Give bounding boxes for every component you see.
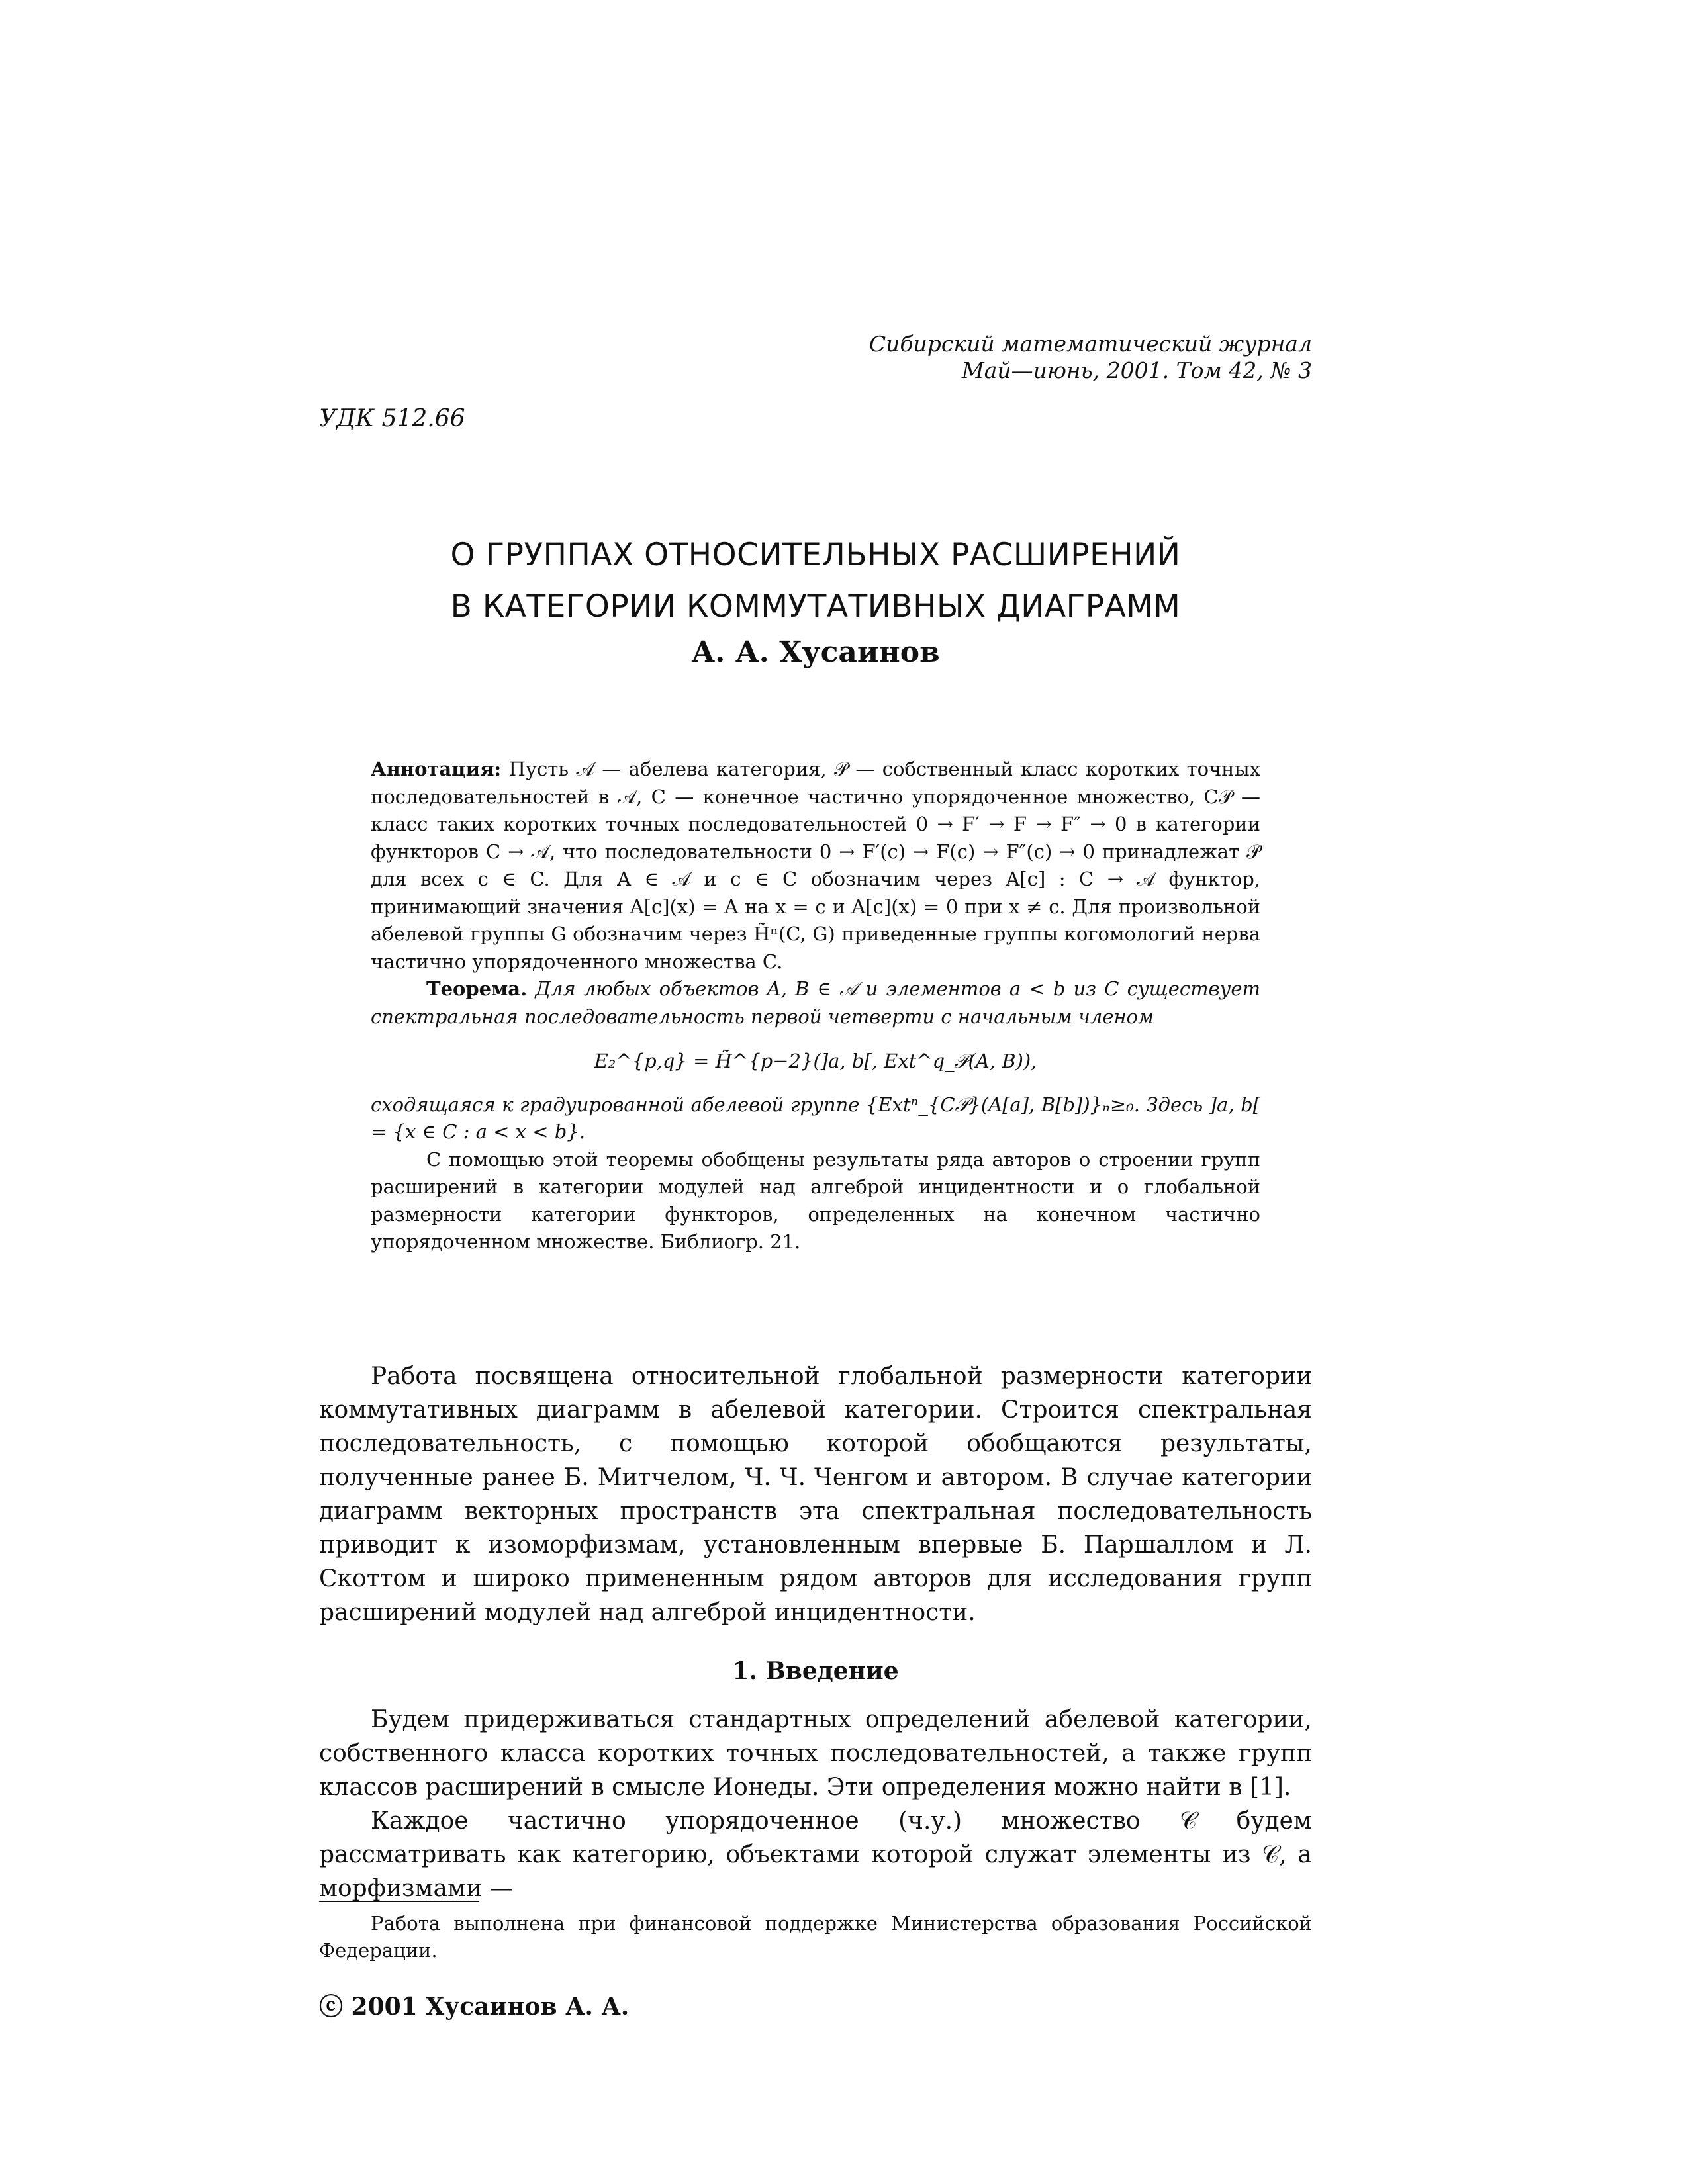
abstract-paragraph xyxy=(371,756,1260,976)
main-text xyxy=(319,1359,1312,1905)
theorem-text: Для любых объектов A, B ∈ 𝒜 и элементов a < b из C существует спектральная последовательность первой четверти с начальным членом xyxy=(371,978,1261,1028)
journal-issue: Май—июнь, 2001. Том 42, № 3 xyxy=(961,357,1312,383)
journal-header xyxy=(650,331,1312,384)
abstract-label: Аннотация: xyxy=(371,758,502,780)
paper-title xyxy=(319,529,1312,633)
title-line-1: О ГРУППАХ ОТНОСИТЕЛЬНЫХ РАСШИРЕНИЙ xyxy=(450,537,1181,573)
footnote: Работа выполнена при финансовой поддержке Министерства образования Российской Федерации. xyxy=(319,1912,1312,1962)
title-line-2: В КАТЕГОРИИ КОММУТАТИВНЫХ ДИАГРАММ xyxy=(450,588,1181,625)
intro-paragraph: Работа посвящена относительной глобальной размерности категории коммутативных диаграмм в абелевой категории. Строится спектральная последовательность, с помощью которой обобщаются результаты, полученные ранее Б. Митчелом, Ч. Ч. Ченгом и автором. В случае категории диаграмм векторных пространств эта спектральная последовательность приводит к изоморфизмам, установленным впервые Б. Паршаллом и Л. Скоттом и широко примененным рядом авторов для исследования групп расширений модулей над алгеброй инцидентности. xyxy=(319,1363,1312,1626)
theorem-continuation: сходящаяся к градуированной абелевой группе {Extⁿ_{C𝒫}(A[a], B[b])}ₙ≥₀. Здесь ]a, b[ = {x ∈ C : a < x < b}. xyxy=(371,1093,1260,1143)
theorem-label: Теорема. xyxy=(426,978,528,1000)
section-heading: 1. Введение xyxy=(732,1657,899,1685)
theorem-paragraph xyxy=(371,976,1260,1030)
copyright: ⓒ 2001 Хусаинов А. А. xyxy=(319,1993,630,2021)
paragraph-3: Каждое частично упорядоченное (ч.у.) множество 𝒞 будем рассматривать как категорию, объектами которой служат элементы из 𝒞, а морфизмами — xyxy=(319,1807,1312,1902)
abstract-text: Пусть 𝒜 — абелева категория, 𝒫 — собственный класс коротких точных последовательностей в 𝒜, C — конечное частично упорядоченное множество, C𝒫 — класс таких коротких точных последовательностей 0 → F′ → F → F″ → 0 в категории функторов C → 𝒜, что последовательности 0 → F′(c) → F(c) → F″(c) → 0 принадлежат 𝒫 для всех c ∈ C. Для A ∈ 𝒜 и c ∈ C обозначим через A[c] : C → 𝒜 функтор, принимающий значения A[c](x) = A на x = c и A[c](x) = 0 при x ≠ c. Для произвольной абелевой группы G обозначим через H̃ⁿ(C, G) приведенные группы когомологий нерва частично упорядоченного множества C. xyxy=(371,758,1261,973)
udc-code: УДК 512.66 xyxy=(319,405,465,432)
paragraph-2: Будем придерживаться стандартных определений абелевой категории, собственного класса коротких точных последовательностей, а также групп классов расширений в смысле Ионеды. Эти определения можно найти в [1]. xyxy=(319,1706,1312,1801)
journal-name: Сибирский математический журнал xyxy=(868,331,1312,357)
abstract xyxy=(371,756,1260,1256)
abstract-summary: С помощью этой теоремы обобщены результаты ряда авторов о строении групп расширений в категории модулей над алгеброй инцидентности и о глобальной размерности категории функторов, определенных на конечном частично упорядоченном множестве. Библиогр. 21. xyxy=(371,1148,1260,1253)
footnote-divider xyxy=(319,1901,479,1902)
author-name: А. А. Хусаинов xyxy=(691,635,940,669)
spectral-sequence-equation: E₂^{p,q} = H̃^{p−2}(]a, b[, Ext^q_𝒫(A, B)), xyxy=(594,1050,1037,1072)
